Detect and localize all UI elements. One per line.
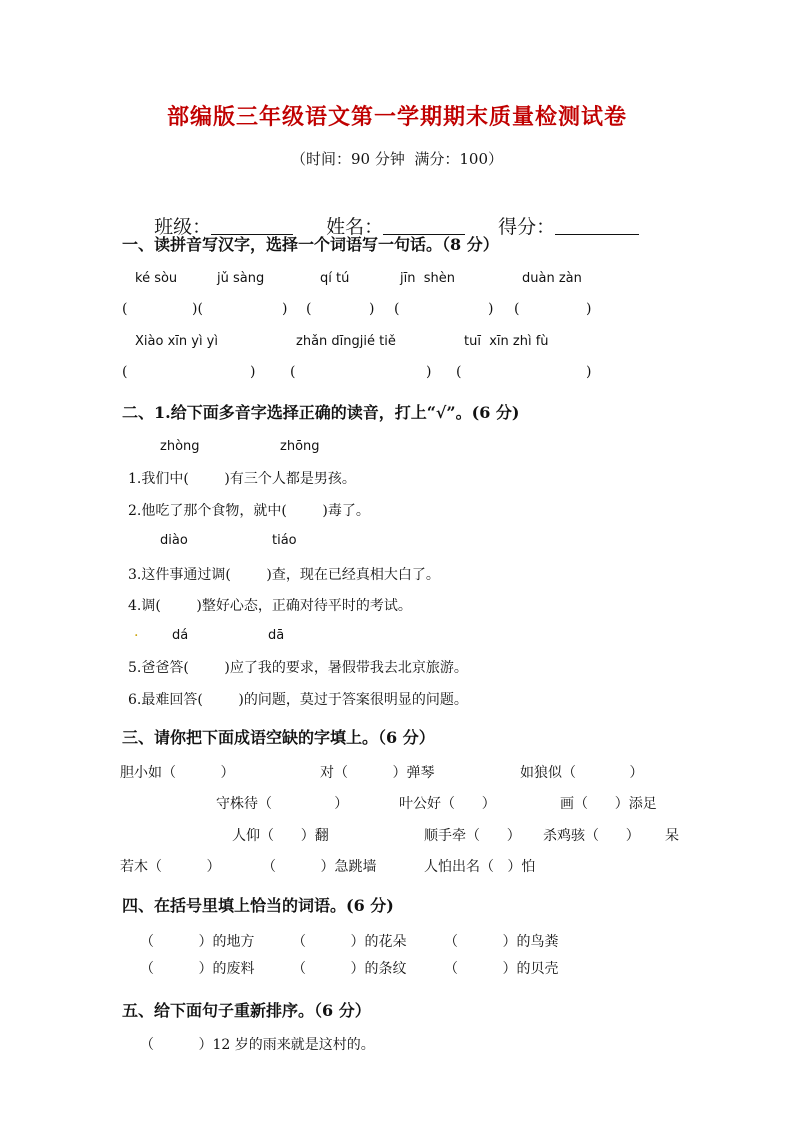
answer-blank[interactable]: (	[456, 364, 462, 380]
question-item: 3.这件事通过调( )查，现在已经真相大白了。	[128, 567, 440, 583]
score-label: 得分：	[498, 216, 556, 238]
fill-word-item[interactable]: （ ）的废料	[140, 961, 255, 977]
answer-blank[interactable]: (	[514, 301, 520, 317]
answer-blank[interactable]: )	[586, 364, 592, 380]
fill-word-item[interactable]: （ ）的花朵	[292, 934, 407, 950]
answer-blank[interactable]: )	[488, 301, 494, 317]
pinyin-option[interactable]: diào	[160, 533, 188, 548]
answer-blank[interactable]: )	[586, 301, 592, 317]
pinyin-option[interactable]: tiáo	[272, 533, 297, 548]
pinyin-item: Xiào xīn yì yì	[135, 334, 218, 349]
score-blank[interactable]	[555, 216, 639, 235]
idiom-item[interactable]: 若木（ ）	[120, 859, 221, 875]
class-label: 班级：	[154, 216, 212, 238]
idiom-item[interactable]: 胆小如（ ）	[120, 765, 235, 781]
pinyin-item: ké sòu	[135, 271, 178, 286]
answer-blank[interactable]: (	[122, 301, 128, 317]
section1-heading: 一、读拼音写汉字，选择一个词语写一句话。（8 分）	[122, 235, 499, 254]
idiom-item[interactable]: 叶公好（ ）	[399, 796, 496, 812]
section4-heading: 四、在括号里填上恰当的词语。(6 分)	[122, 896, 394, 915]
pinyin-item: tuī xīn zhì fù	[464, 334, 549, 349]
idiom-fragment: 呆	[665, 828, 679, 844]
section3-heading: 三、请你把下面成语空缺的字填上。（6 分）	[122, 728, 435, 747]
idiom-item[interactable]: 画（ ）添足	[560, 796, 657, 812]
pinyin-item: qí tú	[320, 271, 350, 286]
pinyin-option[interactable]: zhòng	[160, 439, 200, 454]
stray-mark: .	[134, 624, 139, 640]
fill-word-item[interactable]: （ ）的地方	[140, 934, 255, 950]
answer-blank[interactable]: (	[122, 364, 128, 380]
idiom-item[interactable]: 顺手牵（ ）	[424, 828, 521, 844]
answer-blank[interactable]: )	[369, 301, 375, 317]
fill-word-item[interactable]: （ ）的鸟粪	[444, 934, 559, 950]
answer-blank[interactable]: )	[282, 301, 288, 317]
exam-meta: （时间：90 分钟 满分：100）	[290, 150, 504, 168]
score-field[interactable]	[486, 190, 639, 239]
pinyin-option[interactable]: dā	[268, 628, 285, 643]
question-item: 5.爸爸答( )应了我的要求，暑假带我去北京旅游。	[128, 660, 468, 676]
sentence-item[interactable]: （ ）12 岁的雨来就是这村的。	[140, 1037, 375, 1053]
pinyin-item: zhǎn dīngjié tiě	[296, 334, 396, 349]
question-item: 6.最难回答( )的问题，莫过于答案很明显的问题。	[128, 692, 468, 708]
idiom-item[interactable]: 对（ ）弹琴	[320, 765, 435, 781]
idiom-item[interactable]: 人仰（ ）翻	[232, 828, 329, 844]
answer-blank[interactable]: )	[250, 364, 256, 380]
section5-heading: 五、给下面句子重新排序。（6 分）	[122, 1001, 371, 1020]
fill-word-item[interactable]: （ ）的贝壳	[444, 961, 559, 977]
answer-blank[interactable]: )(	[192, 301, 203, 317]
pinyin-item: jīn shèn	[400, 271, 455, 286]
answer-blank[interactable]: )	[426, 364, 432, 380]
section2-heading: 二、1.给下面多音字选择正确的读音，打上“√”。(6 分)	[122, 403, 520, 422]
answer-blank[interactable]: (	[306, 301, 312, 317]
pinyin-option[interactable]: zhōng	[280, 439, 320, 454]
question-item: 2.他吃了那个食物，就中( )毒了。	[128, 503, 370, 519]
name-label: 姓名：	[326, 216, 384, 238]
pinyin-item: jǔ sàng	[217, 271, 265, 286]
idiom-item[interactable]: （ ）急跳墙	[262, 859, 377, 875]
pinyin-option[interactable]: dá	[172, 628, 189, 643]
idiom-item[interactable]: 如狼似（ ）	[520, 765, 644, 781]
page-title: 部编版三年级语文第一学期期末质量检测试卷	[166, 104, 627, 130]
answer-blank[interactable]: (	[290, 364, 296, 380]
question-item: 1.我们中( )有三个人都是男孩。	[128, 471, 356, 487]
answer-blank[interactable]: (	[394, 301, 400, 317]
fill-word-item[interactable]: （ ）的条纹	[292, 961, 407, 977]
pinyin-item: duàn zàn	[522, 271, 582, 286]
idiom-item[interactable]: 杀鸡骇（ ）	[543, 828, 640, 844]
idiom-item[interactable]: 守株待（ ）	[216, 796, 349, 812]
idiom-item[interactable]: 人怕出名（ ）怕	[424, 859, 536, 875]
question-item: 4.调( )整好心态，正确对待平时的考试。	[128, 598, 412, 614]
